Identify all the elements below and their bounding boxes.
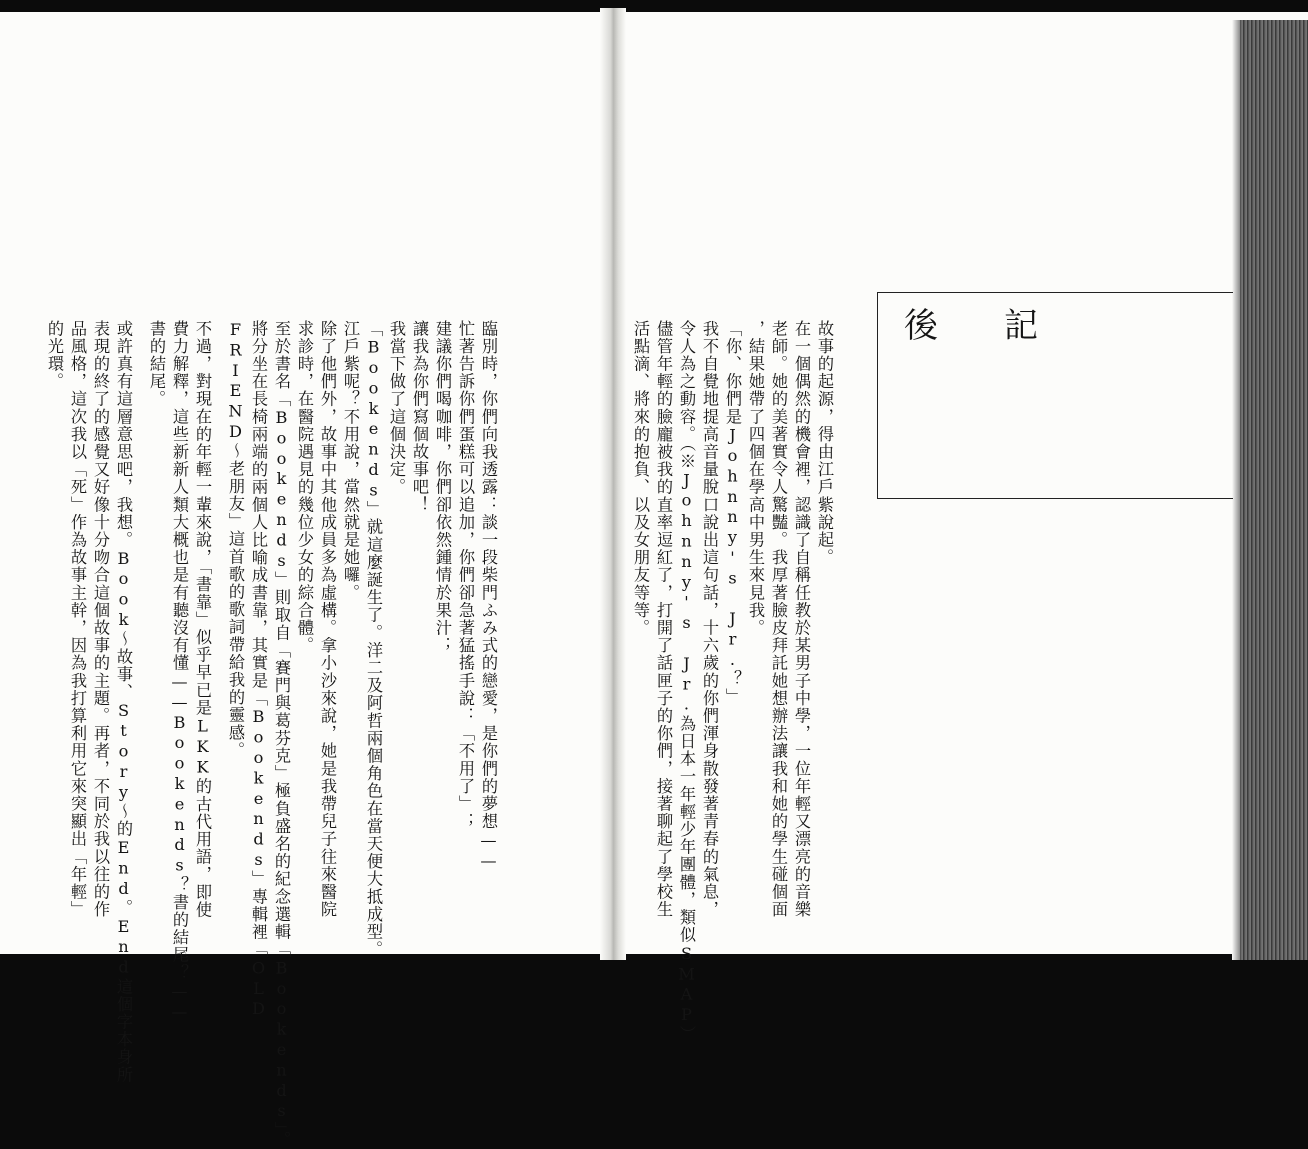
left-page-column: 書的結尾。 xyxy=(147,320,166,408)
scan-bottom-border xyxy=(0,954,1308,960)
left-page-column: FRIEND～老朋友」這首歌的歌詞帶給我的靈感。 xyxy=(226,320,245,760)
left-page-column: 不過，對現在的年輕一輩來說，「書靠」似乎早已是LKK的古代用語，即使 xyxy=(193,320,212,919)
left-page-column: 至於書名「Bookends」則取自「賽門與葛芬克」極負盛名的紀念選輯「Bookends」。 xyxy=(272,320,291,1149)
left-page-column: 忙著告訴你們蛋糕可以追加，你們卻急著猛搖手說：「不用了」； xyxy=(456,320,475,831)
page-edges xyxy=(1232,20,1308,960)
book-gutter xyxy=(600,8,626,960)
left-page-column: 除了他們外，故事中其他成員多為虛構。拿小沙來說，她是我帶兒子往來醫院 xyxy=(318,320,337,919)
title-char-1: 後 xyxy=(904,306,938,346)
right-page-column: 故事的起源，得由江戶紫說起。 xyxy=(815,320,834,567)
left-page-column: 我當下做了這個決定。 xyxy=(387,320,406,496)
scan-top-border xyxy=(0,0,1308,12)
left-page-column: 江戶紫呢？不用說，當然就是她囉。 xyxy=(341,320,360,602)
left-page-column: 「Bookends」就這麼誕生了。洋二及阿哲兩個角色在當天便大抵成型。 xyxy=(364,320,383,959)
right-page-column: 「你、你們是Johnny's Jr.？」 xyxy=(723,320,742,706)
right-page-column: 我不自覺地提高音量脫口說出這句話，十六歲的你們渾身散發著青春的氣息， xyxy=(700,320,719,919)
right-page-column: 老師。她的美著實令人驚豔。我厚著臉皮拜託她想辦法讓我和她的學生碰個面 xyxy=(769,320,788,919)
left-page-column: 的光環。 xyxy=(45,320,64,391)
right-page-column: 在一個偶然的機會裡，認識了自稱任教於某男子中學，一位年輕又漂亮的音樂 xyxy=(792,320,811,919)
left-page-column: 臨別時，你們向我透露：談一段柴門ふみ式的戀愛，是你們的夢想—— xyxy=(479,320,498,872)
left-page-column: 讓我為你們寫個故事吧！ xyxy=(410,320,429,514)
left-page-column: 求診時，在醫院遇見的幾位少女的綜合體。 xyxy=(295,320,314,655)
left-page-column: 建議你們喝咖啡，你們卻依然鍾情於果汁； xyxy=(433,320,452,655)
left-page-column: 費力解釋，這些新新人類大概也是有聽沒有懂——Bookends？書的結尾？—— xyxy=(170,320,189,1023)
left-page-column: 將分坐在長椅兩端的兩個人比喻成書靠，其實是「Bookends」專輯裡「OLD xyxy=(249,320,268,1020)
title-char-2: 記 xyxy=(1004,306,1038,346)
right-page-column: 活點滴、將來的抱負、以及女朋友等等。 xyxy=(631,320,650,637)
afterword-title-box xyxy=(877,292,1233,499)
left-page-column: 品風格，這次我以「死」作為故事主幹，因為我打算利用它來突顯出「年輕」 xyxy=(68,320,87,919)
right-page-column: 令人為之動容。（※Johnny's Jr.為日本一年輕少年團體，類似SMAP） xyxy=(677,320,696,1044)
left-page-column: 或許真有這層意思吧，我想。Book～故事、Story～的End。End這個字本身所 xyxy=(114,320,133,1084)
right-page-column: 儘管年輕的臉龐被我的直率逗紅了，打開了話匣子的你們，接著聊起了學校生 xyxy=(654,320,673,919)
left-page-column: 表現的終了的感覺又好像十分吻合這個故事的主題。再者，不同於我以往的作 xyxy=(91,320,110,919)
right-page-column: ，結果她帶了四個在學高中男生來見我。 xyxy=(746,320,765,637)
